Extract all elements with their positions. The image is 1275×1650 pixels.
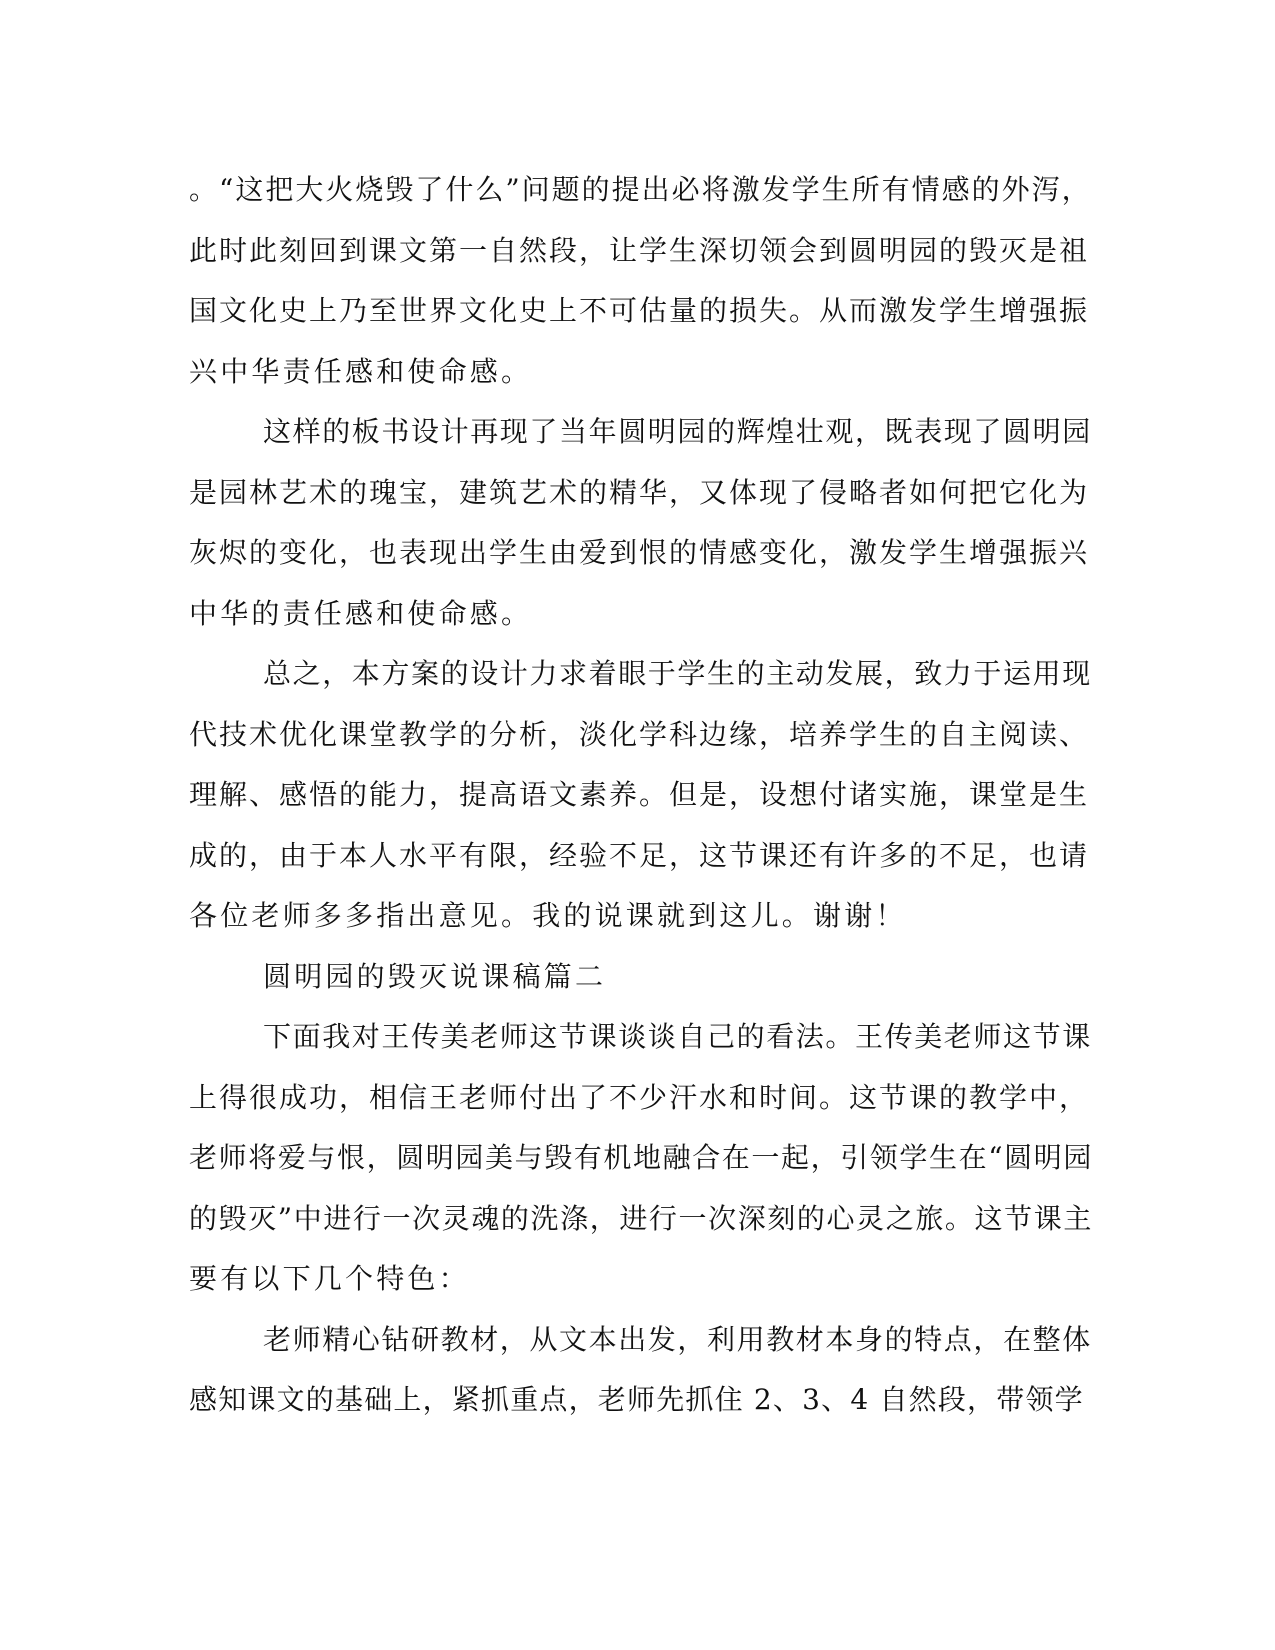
text-line: 此时此刻回到课文第一自然段，让学生深切领会到圆明园的毁灭是祖 [189,233,1090,267]
text-line: 成的，由于本人水平有限，经验不足，这节课还有许多的不足，也请 [189,838,1090,872]
text-line: 是园林艺术的瑰宝，建筑艺术的精华，又体现了侵略者如何把它化为 [189,475,1090,509]
text-line: 国文化史上乃至世界文化史上不可估量的损失。从而激发学生增强振 [189,294,1090,327]
text-line: 上得很成功，相信王老师付出了不少汗水和时间。这节课的教学中， [189,1080,1090,1114]
text-line: 中华的责任感和使命感。 [189,596,533,630]
text-line: 总之，本方案的设计力求着眼于学生的主动发展，致力于运用现 [263,657,1092,690]
text-line: 要有以下几个特色： [189,1262,470,1295]
document-body [189,160,1093,1431]
text-line: 代技术优化课堂教学的分析，淡化学科边缘，培养学生的自主阅读、 [189,717,1090,751]
text-line: 。“这把大火烧毁了什么”问题的提出必将激发学生所有情感的外泻， [189,173,1092,206]
text-line: 老师将爱与恨，圆明园美与毁有机地融合在一起，引领学生在“圆明园 [189,1141,1093,1174]
text-line: 兴中华责任感和使命感。 [189,354,533,388]
text-line: 下面我对王传美老师这节课谈谈自己的看法。王传美老师这节课 [263,1020,1092,1053]
text-line: 灰烬的变化，也表现出学生由爱到恨的情感变化，激发学生增强振兴 [189,536,1090,569]
text-line: 的毁灭”中进行一次灵魂的洗涤，进行一次深刻的心灵之旅。这节课主 [189,1201,1093,1235]
text-line: 这样的板书设计再现了当年圆明园的辉煌壮观，既表现了圆明园 [263,415,1092,448]
text-line: 圆明园的毁灭说课稿篇二 [263,959,607,993]
text-line: 感知课文的基础上，紧抓重点，老师先抓住 2、3、4 自然段，带领学 [189,1383,1084,1416]
text-line: 理解、感悟的能力，提高语文素养。但是，设想付诸实施，课堂是生 [189,778,1090,811]
text-line: 老师精心钻研教材，从文本出发，利用教材本身的特点，在整体 [263,1322,1092,1356]
text-line: 各位老师多多指出意见。我的说课就到这儿。谢谢！ [189,899,907,932]
